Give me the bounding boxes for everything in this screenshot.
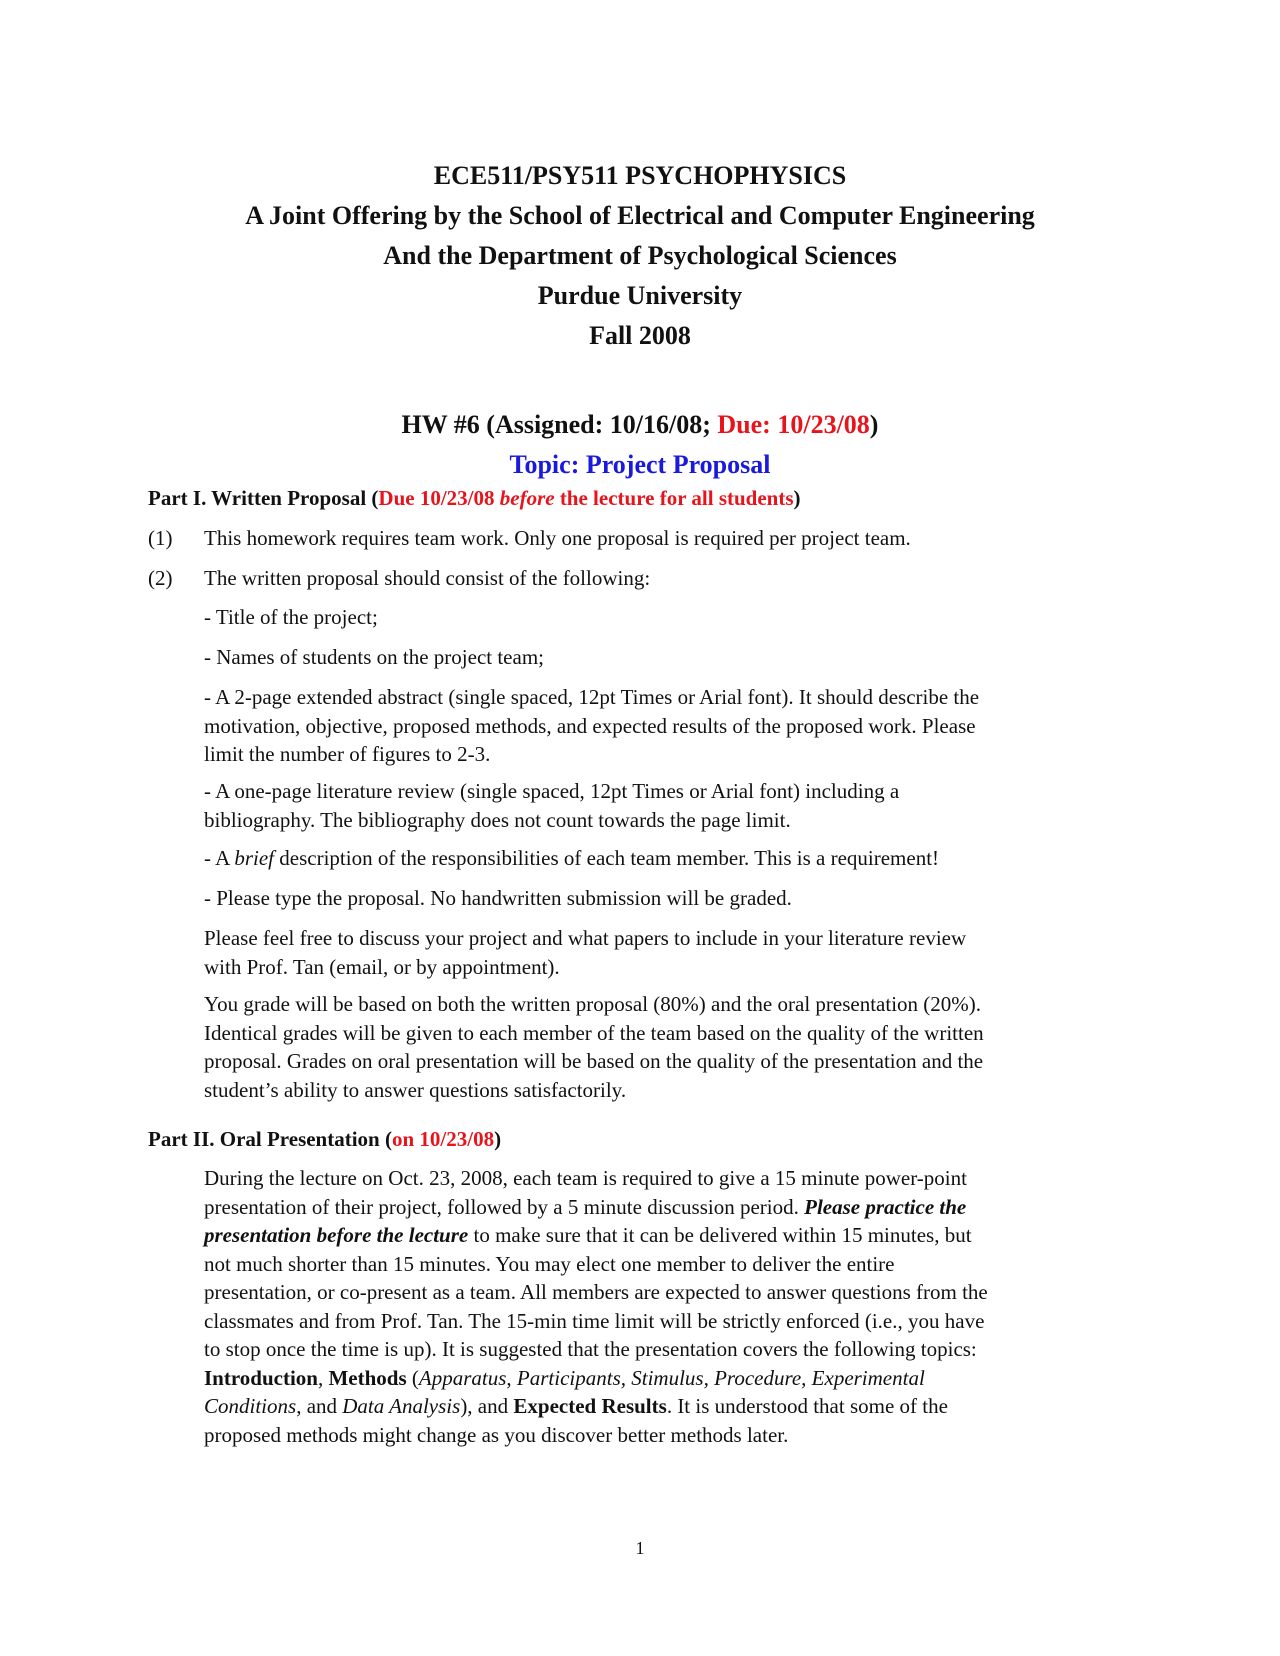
department-line: And the Department of Psychological Sciences [383, 241, 897, 270]
paragraph-line: You grade will be based on both the written proposal (80%) and the oral presentation (20%). [204, 992, 982, 1016]
bullet-line: bibliography. The bibliography does not count towards the page limit. [204, 807, 791, 832]
paragraph-line: with Prof. Tan (email, or by appointment). [204, 954, 560, 979]
bullet-text: - Please type the proposal. No handwritten submission will be graded. [204, 886, 792, 910]
page-number: 1 [635, 1538, 645, 1558]
part1-title-text: Part I. Written Proposal ( [148, 486, 379, 510]
bullet-prefix: - A [204, 846, 235, 870]
topic-data-analysis: Data Analysis [342, 1394, 461, 1418]
bullet-rest: description of the responsibilities of each team member. This is a requirement! [274, 846, 940, 870]
document-header [0, 156, 1280, 356]
text-run: . It is understood that some of the [666, 1394, 948, 1418]
paragraph-line: During the lecture on Oct. 23, 2008, each team is required to give a 15 minute power-point [204, 1166, 967, 1190]
paragraph-line [204, 1221, 1154, 1250]
bullet-line: - A one-page literature review (single spaced, 12pt Times or Arial font) including a [204, 779, 900, 803]
part2-title-text: Part II. Oral Presentation ( [148, 1127, 392, 1151]
hw-assigned: HW #6 (Assigned: 10/16/08; [401, 410, 718, 439]
emphasis-run: Please practice the [804, 1194, 967, 1219]
bullet-text: - Title of the project; [204, 605, 378, 629]
topic-apparatus: Apparatus [418, 1365, 507, 1390]
paragraph-line [204, 1364, 1154, 1393]
homework-topic: Topic: Project Proposal [509, 450, 771, 479]
bullet-typing [204, 884, 1154, 913]
paragraph-discuss [204, 924, 1154, 981]
part1-due [378, 486, 793, 510]
text-run: to make sure that it can be delivered within 15 minutes, but [468, 1223, 972, 1247]
paragraph-grading [204, 990, 1154, 1104]
hw-paren: ) [869, 410, 879, 439]
bullet-title [204, 603, 1154, 632]
paragraph-line: to stop once the time is up). It is suggested that the presentation covers the following topics: [204, 1337, 977, 1361]
bullet-line: motivation, objective, proposed methods, and expected results of the proposed work. Please [204, 713, 976, 738]
part1-title [148, 484, 801, 512]
topic-methods: Methods [328, 1365, 407, 1390]
bullet-text: - Names of students on the project team; [204, 645, 544, 669]
homework-title [0, 405, 1280, 445]
bullet-line: - A 2-page extended abstract (single spaced, 12pt Times or Arial font). It should describe the [204, 685, 980, 709]
paragraph-oral [204, 1164, 1154, 1449]
part1-title-end: ) [793, 486, 801, 510]
bullet-brief: brief [234, 846, 275, 870]
term-line: Fall 2008 [589, 321, 691, 350]
course-title: ECE511/PSY511 PSYCHOPHYSICS [433, 161, 847, 190]
paragraph-line: Identical grades will be given to each member of the team based on the quality of the written [204, 1020, 984, 1045]
part1-due-before: before [499, 486, 555, 510]
offering-line: A Joint Offering by the School of Electrical and Computer Engineering [245, 201, 1035, 230]
part1-due-date: Due 10/23/08 [378, 486, 500, 510]
topic-conditions: Conditions [204, 1394, 297, 1418]
part2-title-end: ) [494, 1127, 502, 1151]
emphasis-run: presentation before the lecture [204, 1223, 469, 1247]
bullet-line [204, 844, 1154, 873]
paragraph-line [204, 1193, 1154, 1222]
hw-due: Due: 10/23/08 [717, 410, 870, 439]
paragraph-line: classmates and from Prof. Tan. The 15-min time limit will be strictly enforced (i.e., you have [204, 1308, 985, 1333]
paragraph-line: proposed methods might change as you discover better methods later. [204, 1422, 789, 1447]
text-run: , [506, 1365, 517, 1390]
part2-date: on 10/23/08 [391, 1127, 495, 1151]
text-run: , [317, 1365, 329, 1390]
homework-header [0, 405, 1280, 485]
part2-title [148, 1125, 501, 1153]
topic-subitems: Participants, Stimulus, Procedure, Experimental [516, 1365, 925, 1390]
bullet-literature [204, 777, 1154, 834]
paragraph-line: student’s ability to answer questions satisfactorily. [204, 1077, 627, 1102]
paragraph-line: Please feel free to discuss your project and what papers to include in your literature review [204, 926, 967, 950]
bullet-responsibilities [204, 844, 1154, 873]
paragraph-line: proposal. Grades on oral presentation will be based on the quality of the presentation and the [204, 1049, 984, 1073]
paragraph-line [204, 1392, 1154, 1421]
topic-expected-results: Expected Results [513, 1394, 667, 1418]
item-number: (1) [148, 526, 173, 550]
item-text: The written proposal should consist of the following: [204, 566, 651, 590]
paragraph-line: not much shorter than 15 minutes. You may elect one member to deliver the entire [204, 1251, 895, 1276]
bullet-abstract [204, 683, 1154, 769]
text-run: ( [406, 1365, 419, 1390]
paragraph-line: presentation, or co-present as a team. All members are expected to answer questions from the [204, 1280, 988, 1304]
text-run: , and [296, 1394, 343, 1418]
text-run: presentation of their project, followed by a 5 minute discussion period. [204, 1194, 805, 1219]
bullet-names [204, 643, 1154, 672]
text-run: ), and [460, 1394, 514, 1418]
topic-introduction: Introduction [204, 1365, 318, 1390]
part1-due-rest: the lecture for all students [554, 486, 794, 510]
item-number: (2) [148, 566, 173, 590]
bullet-line: limit the number of figures to 2-3. [204, 742, 491, 766]
item-text: This homework requires team work. Only one proposal is required per project team. [204, 526, 911, 550]
university-line: Purdue University [537, 281, 743, 310]
